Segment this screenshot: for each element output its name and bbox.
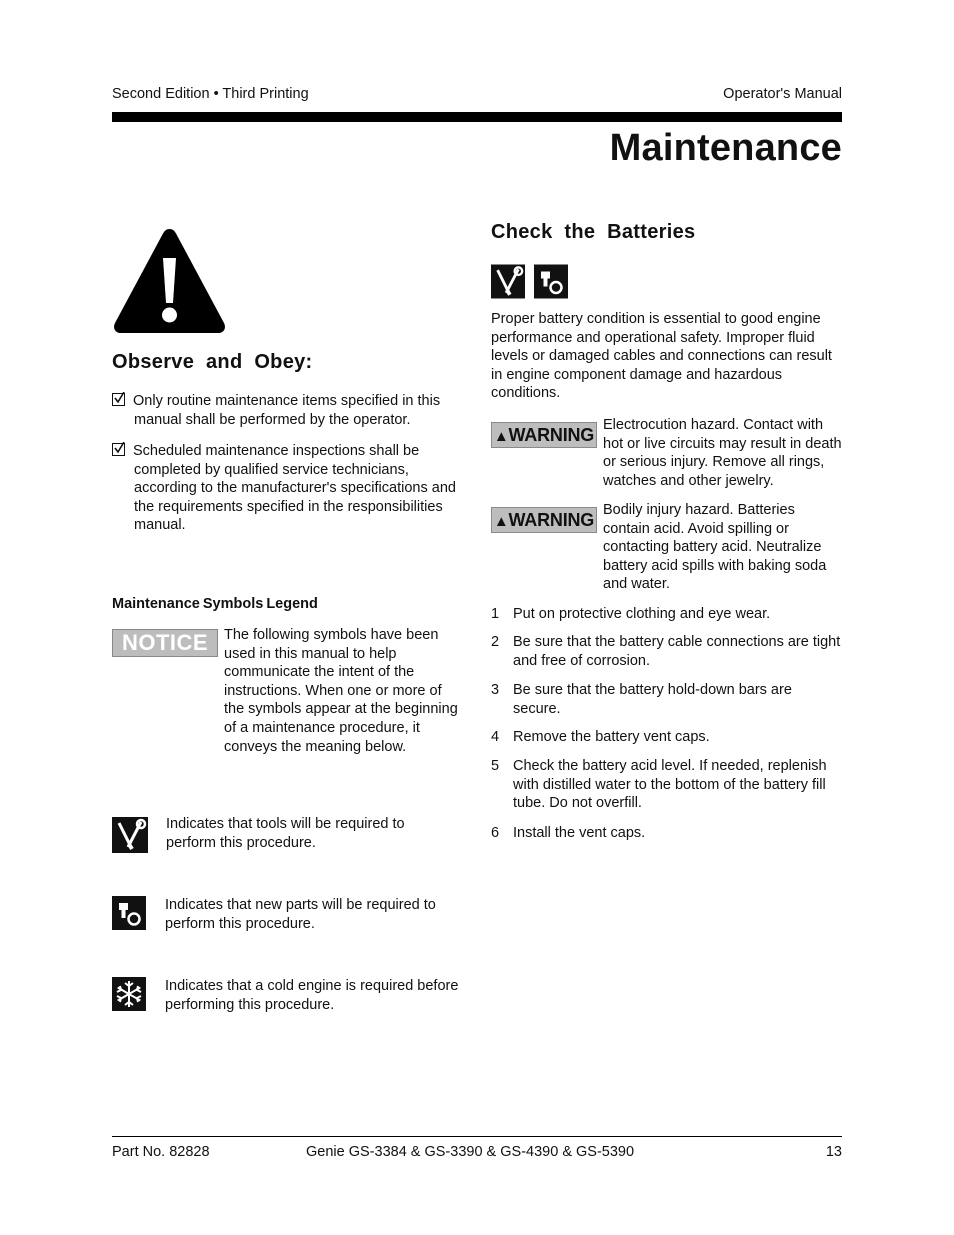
- page-title: Maintenance: [609, 127, 842, 169]
- warning-electrocution-text: Electrocution hazard. Contact with hot or live circuits may result in death or serious injury. Remove all rings, watches and other jewelry.: [603, 417, 842, 489]
- step-text: Be sure that the battery cable connections are tight and free of corrosion.: [513, 634, 841, 669]
- step-text: Check the battery acid level. If needed, replenish with distilled water to the bottom of the battery fill tube. Do not overfill.: [513, 758, 827, 812]
- step-text: Be sure that the battery hold-down bars are secure.: [513, 682, 792, 717]
- notice-text: The following symbols have been used in this manual to help communicate the intent of the instructions. When one or more of the symbols appear at the beginning of a maintenance procedure, it conveys the meaning below.: [224, 627, 458, 755]
- step-item: [491, 757, 843, 813]
- tools-icon: [112, 817, 148, 853]
- parts-icon: [112, 896, 146, 930]
- check-batteries-heading: Check the Batteries: [491, 221, 696, 243]
- warning-triangle-icon: [111, 225, 228, 336]
- step-text: Install the vent caps.: [513, 825, 646, 841]
- warning-triangle-icon: ▲: [493, 513, 509, 530]
- checklist-item: [112, 442, 462, 535]
- parts-icon: [534, 264, 568, 299]
- step-item: [491, 728, 843, 747]
- step-number: 1: [491, 606, 500, 622]
- step-number: 3: [491, 682, 500, 698]
- step-item: [491, 605, 843, 624]
- checklist-text: Scheduled maintenance inspections shall be completed by qualified service technicians, according to the manufacturer's specifications and the requirements specified in the responsibilities manual.: [133, 443, 456, 534]
- header-rule: [112, 112, 842, 122]
- checkbox-checked-icon: [112, 443, 125, 456]
- footer-model: Genie GS-3384 & GS-3390 & GS-4390 & GS-5390: [306, 1144, 635, 1160]
- warning-triangle-icon: ▲: [493, 428, 509, 445]
- step-item: [491, 824, 843, 843]
- symbol-tools-text: Indicates that tools will be required to perform this procedure.: [166, 816, 405, 851]
- footer-page-number: 13: [825, 1144, 842, 1160]
- warning-badge: [491, 507, 597, 533]
- step-number: 5: [491, 758, 500, 774]
- checkbox-checked-icon: [112, 393, 125, 406]
- notice-badge: NOTICE: [112, 629, 218, 657]
- warning-acid-text: Bodily injury hazard. Batteries contain acid. Avoid spilling or contacting battery acid. Neutralize battery acid spills with baking soda and water.: [603, 502, 827, 593]
- legend-heading: Maintenance Symbols Legend: [112, 596, 318, 612]
- step-item: [491, 633, 843, 670]
- battery-intro-text: Proper battery condition is essential to good engine performance and operational safety. Improper fluid levels or damaged cables and connections can result in engine component damage and hazardous conditions.: [491, 311, 832, 402]
- warning-badge: [491, 422, 597, 448]
- warning-label: WARNING: [508, 425, 595, 445]
- header-edition: Second Edition • Third Printing: [112, 86, 309, 102]
- step-number: 6: [491, 825, 500, 841]
- checklist-item: [112, 392, 462, 429]
- step-text: Put on protective clothing and eye wear.: [513, 606, 771, 622]
- step-number: 2: [491, 634, 500, 650]
- snowflake-icon: [112, 977, 146, 1011]
- symbol-cold-engine-text: Indicates that a cold engine is required before performing this procedure.: [165, 978, 459, 1013]
- step-number: 4: [491, 729, 500, 745]
- footer-rule: [112, 1136, 842, 1137]
- symbol-parts-text: Indicates that new parts will be required to perform this procedure.: [165, 897, 436, 932]
- footer-part-number: Part No. 82828: [112, 1144, 210, 1160]
- step-item: [491, 681, 843, 718]
- warning-label: WARNING: [508, 510, 595, 530]
- observe-obey-heading: Observe and Obey:: [112, 351, 313, 373]
- step-text: Remove the battery vent caps.: [513, 729, 710, 745]
- tools-icon: [491, 264, 525, 299]
- checklist-text: Only routine maintenance items specified in this manual shall be performed by the operator.: [133, 393, 441, 428]
- header-manual-title: Operator's Manual: [723, 86, 842, 102]
